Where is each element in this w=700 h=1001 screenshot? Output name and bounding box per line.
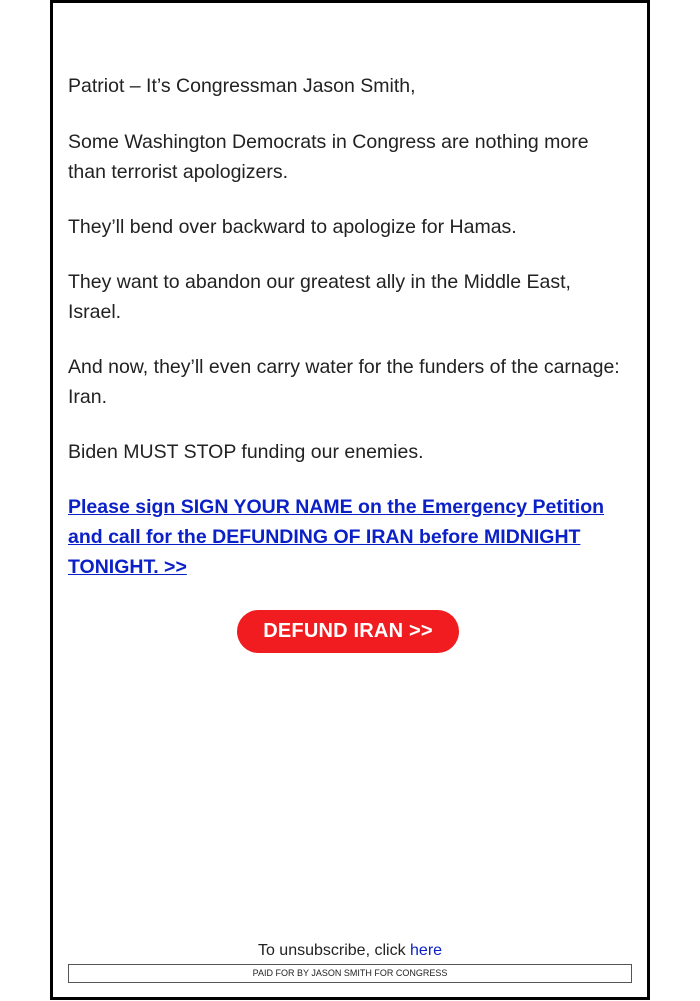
defund-iran-button[interactable]: DEFUND IRAN >> (237, 610, 459, 653)
paragraph-hamas: They’ll bend over backward to apologize for Hamas. (68, 216, 517, 238)
email-body (68, 71, 628, 653)
cta-button-container (68, 610, 628, 653)
petition-link[interactable]: Please sign SIGN YOUR NAME on the Emergency Petition and call for the DEFUNDING OF IRAN before MIDNIGHT TONIGHT. >> (68, 496, 605, 578)
paid-for-disclaimer: PAID FOR BY JASON SMITH FOR CONGRESS (68, 964, 632, 983)
paragraph-biden: Biden MUST STOP funding our enemies. (68, 441, 424, 463)
paragraph-israel: They want to abandon our greatest ally in the Middle East, Israel. (68, 271, 571, 323)
paragraph-democrats: Some Washington Democrats in Congress are nothing more than terrorist apologizers. (68, 131, 589, 183)
unsubscribe-line (68, 940, 632, 962)
paragraph-iran: And now, they’ll even carry water for the funders of the carnage: Iran. (68, 356, 620, 408)
email-footer (68, 940, 632, 983)
unsubscribe-text: To unsubscribe, click (257, 942, 411, 959)
greeting-text: Patriot – It’s Congressman Jason Smith, (68, 75, 416, 97)
unsubscribe-link[interactable]: here (410, 942, 443, 959)
email-frame (50, 0, 650, 1000)
